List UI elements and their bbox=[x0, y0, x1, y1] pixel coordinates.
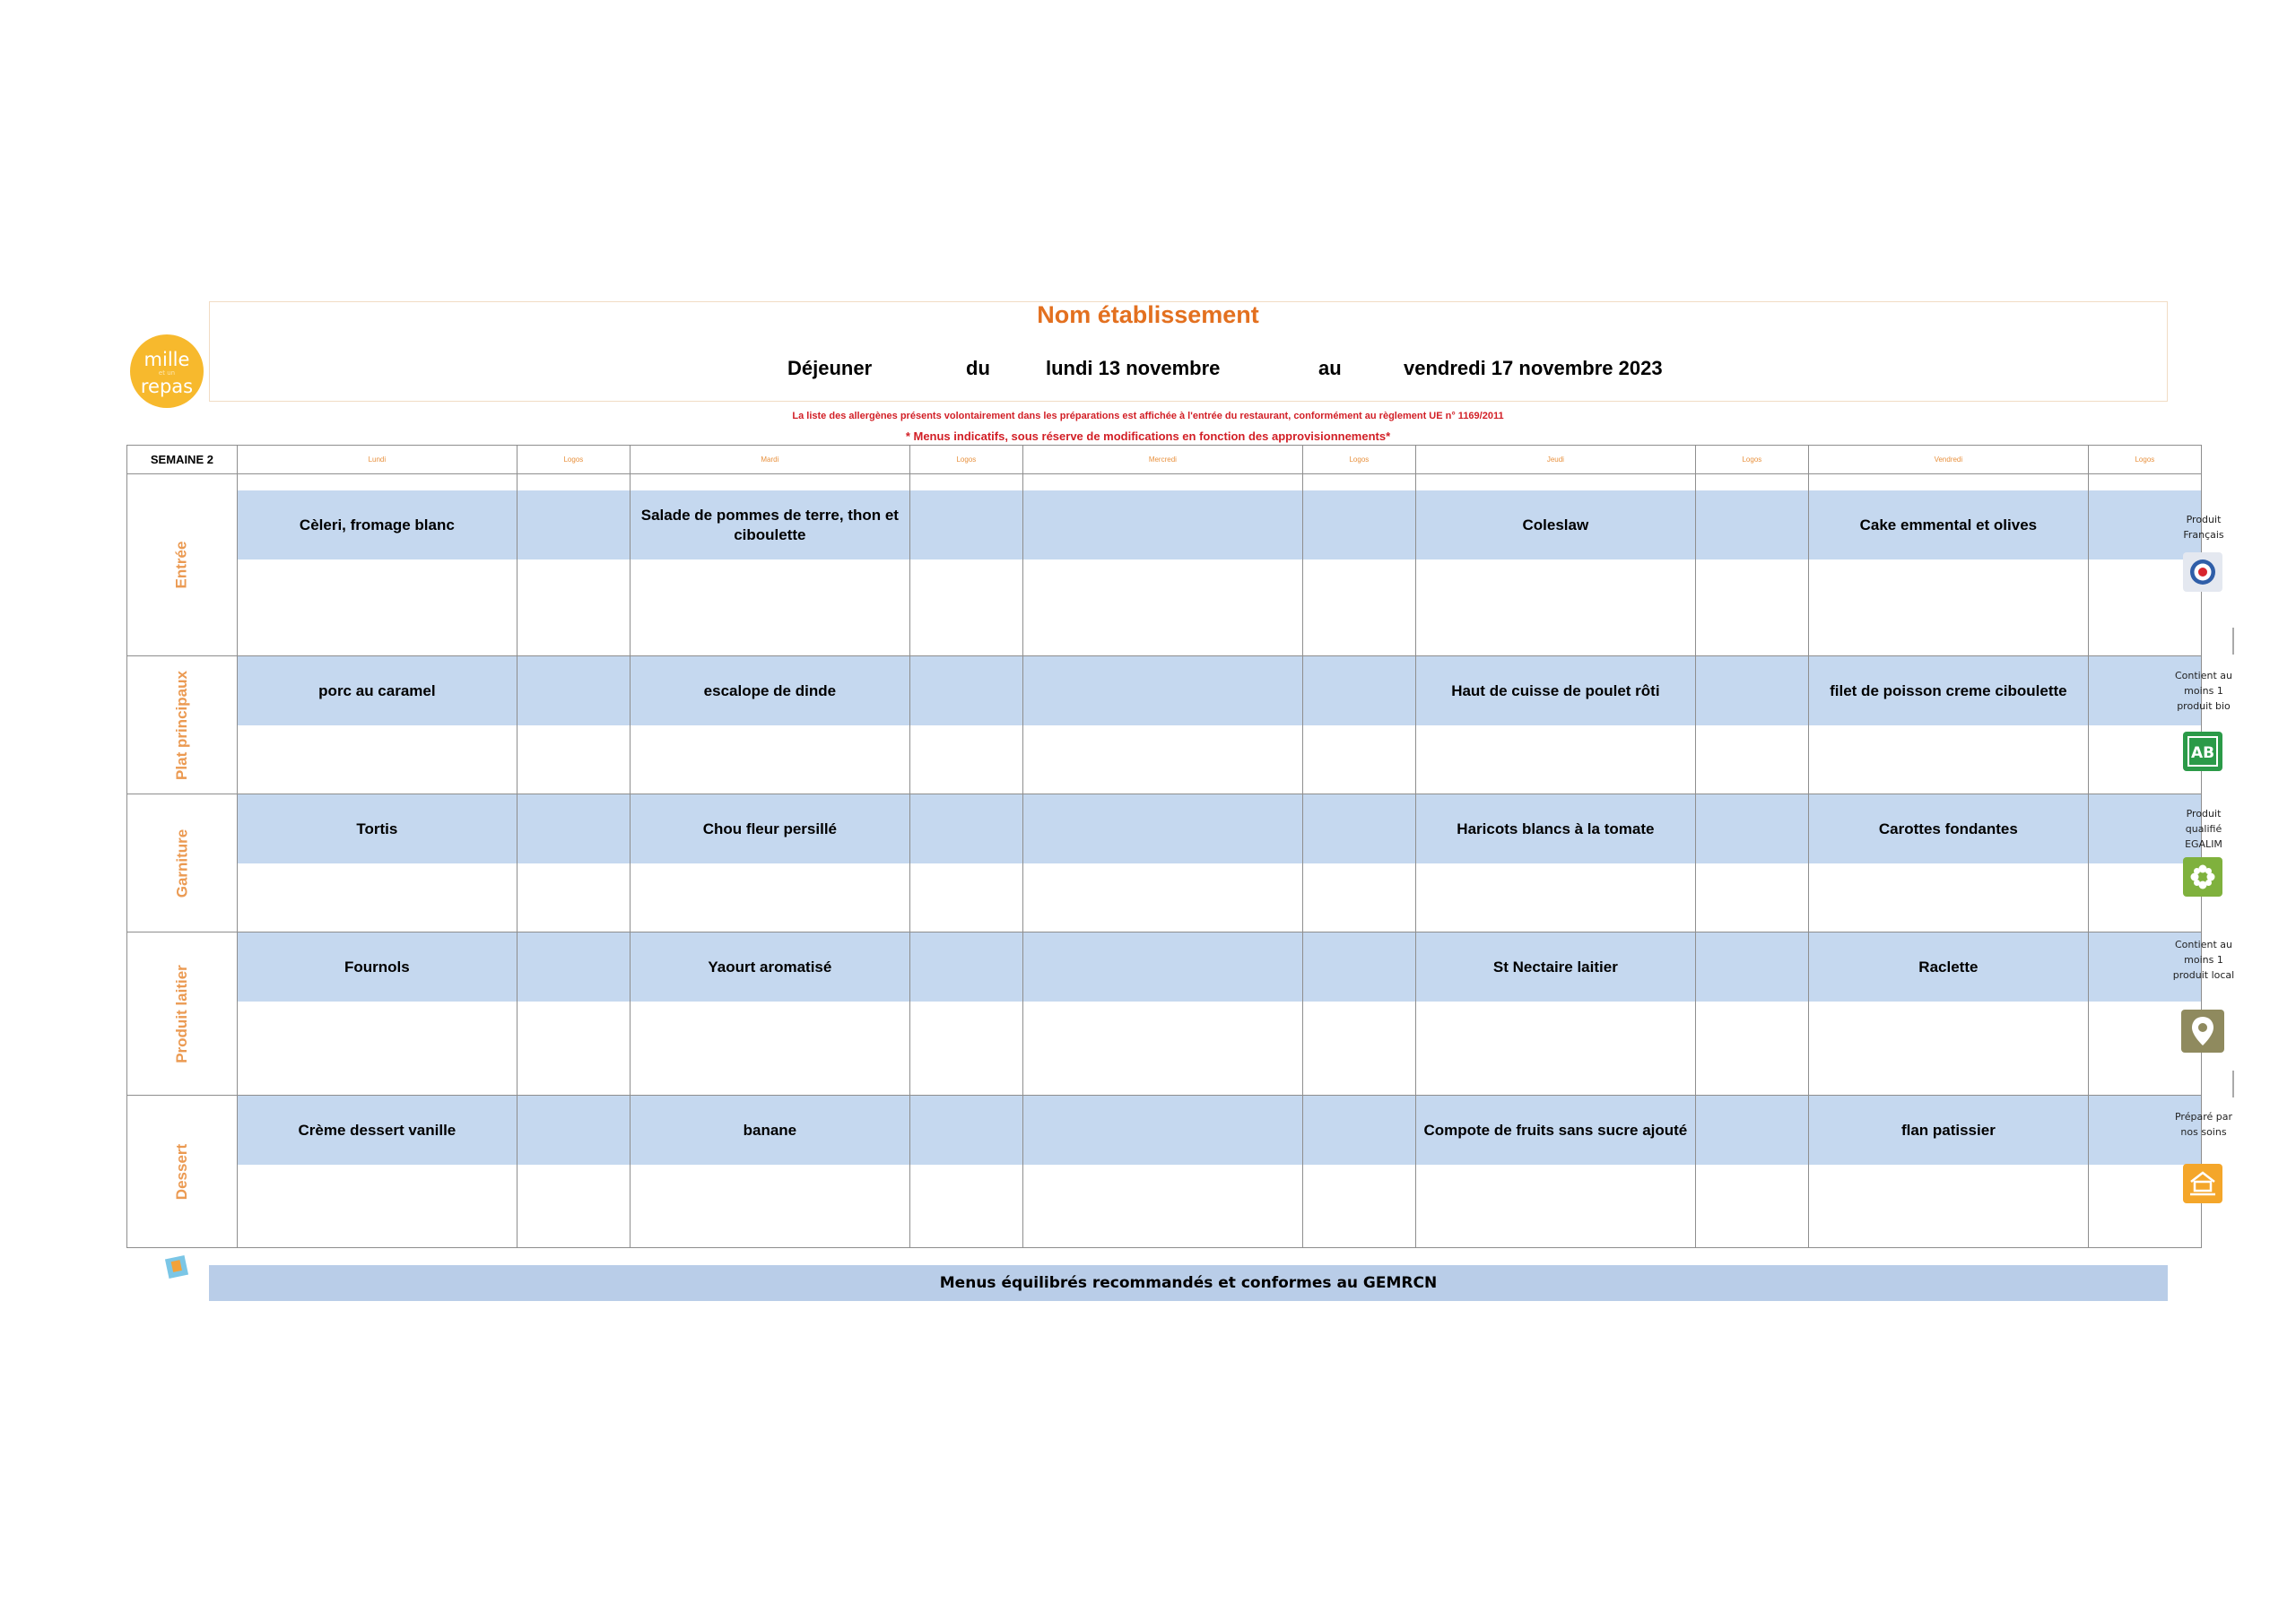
dish-cell bbox=[237, 474, 517, 656]
dish-cell bbox=[1415, 794, 1695, 932]
dish-vendredi: flan patissier bbox=[1809, 1096, 2088, 1165]
divider bbox=[2232, 628, 2234, 655]
logo-band bbox=[910, 656, 1022, 725]
egalim-flower-icon bbox=[2183, 857, 2222, 897]
logo-band bbox=[1696, 794, 1808, 863]
dish-cell bbox=[237, 794, 517, 932]
dish-vendredi: filet de poisson creme ciboulette bbox=[1809, 656, 2088, 725]
logo-band bbox=[517, 794, 630, 863]
dish-cell bbox=[1022, 474, 1302, 656]
logo-cell bbox=[1302, 474, 1415, 656]
dish-jeudi: St Nectaire laitier bbox=[1416, 932, 1695, 1002]
au-label: au bbox=[1318, 357, 1342, 379]
logo-band bbox=[1696, 1096, 1808, 1165]
logo-band bbox=[910, 932, 1022, 1002]
dish-cell bbox=[1808, 1096, 2088, 1248]
dish-jeudi: Haricots blancs à la tomate bbox=[1416, 794, 1695, 863]
logo-band bbox=[1303, 490, 1415, 559]
col-logos: Logos bbox=[1302, 446, 1415, 474]
logo-cell bbox=[909, 474, 1022, 656]
category-cell bbox=[127, 932, 238, 1096]
logo-cell bbox=[909, 1096, 1022, 1248]
dish-vendredi: Carottes fondantes bbox=[1809, 794, 2088, 863]
french-roundel-icon bbox=[2183, 552, 2222, 592]
legend-label-homemade: Préparé par nos soins bbox=[2174, 1111, 2232, 1138]
col-lundi: Lundi bbox=[237, 446, 517, 474]
menu-table bbox=[126, 445, 2202, 1248]
col-vendredi: Vendredi bbox=[1808, 446, 2088, 474]
logo-band bbox=[1303, 1096, 1415, 1165]
dish-mardi: escalope de dinde bbox=[631, 656, 909, 725]
dish-cell bbox=[1808, 474, 2088, 656]
category-cell bbox=[127, 474, 238, 656]
dish-mardi: banane bbox=[631, 1096, 909, 1165]
dish-mercredi bbox=[1023, 656, 1302, 725]
dish-cell bbox=[237, 656, 517, 794]
logo-cell bbox=[517, 932, 630, 1096]
dish-cell bbox=[237, 932, 517, 1096]
logo-band bbox=[1303, 656, 1415, 725]
category-label: Plat principaux bbox=[172, 670, 190, 780]
col-mardi: Mardi bbox=[630, 446, 909, 474]
dish-lundi: Crème dessert vanille bbox=[238, 1096, 517, 1165]
logo-band bbox=[517, 932, 630, 1002]
dish-jeudi: Haut de cuisse de poulet rôti bbox=[1416, 656, 1695, 725]
category-cell bbox=[127, 794, 238, 932]
dish-lundi: porc au caramel bbox=[238, 656, 517, 725]
week-label: SEMAINE 2 bbox=[127, 446, 238, 474]
logo-band bbox=[1303, 932, 1415, 1002]
category-cell bbox=[127, 1096, 238, 1248]
dish-mercredi bbox=[1023, 794, 1302, 863]
mille-et-un-repas-logo: mille et un repas bbox=[130, 334, 204, 408]
logo-cell bbox=[909, 932, 1022, 1096]
dish-cell bbox=[630, 1096, 909, 1248]
organic-ab-icon bbox=[2183, 732, 2222, 771]
logo-band bbox=[517, 490, 630, 559]
du-label: du bbox=[966, 357, 990, 379]
legend-label-local: Contient au moins 1 produit local bbox=[2172, 939, 2235, 981]
dish-mardi: Salade de pommes de terre, thon et ciboulette bbox=[631, 490, 909, 559]
dish-lundi: Cèleri, fromage blanc bbox=[238, 490, 517, 559]
dish-cell bbox=[1808, 794, 2088, 932]
category-label: Produit laitier bbox=[172, 964, 190, 1063]
col-logos: Logos bbox=[1695, 446, 1808, 474]
dish-cell bbox=[237, 1096, 517, 1248]
table-row-garniture bbox=[127, 794, 2202, 932]
category-cell bbox=[127, 656, 238, 794]
dish-mercredi bbox=[1023, 932, 1302, 1002]
logo-cell bbox=[1302, 1096, 1415, 1248]
logo-cell bbox=[1695, 474, 1808, 656]
table-row-entree bbox=[127, 474, 2202, 656]
divider bbox=[2232, 1071, 2234, 1097]
col-logos: Logos bbox=[517, 446, 630, 474]
dish-mardi: Yaourt aromatisé bbox=[631, 932, 909, 1002]
dish-vendredi: Cake emmental et olives bbox=[1809, 490, 2088, 559]
dish-mardi: Chou fleur persillé bbox=[631, 794, 909, 863]
dish-vendredi: Raclette bbox=[1809, 932, 2088, 1002]
dish-cell bbox=[1808, 656, 2088, 794]
category-label: Entrée bbox=[172, 541, 190, 589]
svg-text:AB: AB bbox=[2190, 744, 2215, 762]
logo-band bbox=[910, 1096, 1022, 1165]
col-mercredi: Mercredi bbox=[1022, 446, 1302, 474]
logo-band bbox=[1696, 932, 1808, 1002]
start-date: lundi 13 novembre bbox=[1046, 357, 1221, 379]
location-pin-icon bbox=[2181, 1010, 2224, 1053]
col-jeudi: Jeudi bbox=[1415, 446, 1695, 474]
indicative-note: * Menus indicatifs, sous réserve de modifications en fonction des approvisionnements* bbox=[905, 429, 1391, 443]
col-logos: Logos bbox=[2088, 446, 2201, 474]
legend-label-egalim: Produit qualifié EGALIM bbox=[2185, 808, 2222, 850]
dish-jeudi: Coleslaw bbox=[1416, 490, 1695, 559]
dish-cell bbox=[1415, 1096, 1695, 1248]
logo-cell bbox=[517, 794, 630, 932]
table-row-dessert bbox=[127, 1096, 2202, 1248]
dish-cell bbox=[630, 932, 909, 1096]
category-label: Garniture bbox=[172, 828, 190, 898]
logo-cell bbox=[517, 474, 630, 656]
table-header-row bbox=[127, 446, 2202, 474]
dish-cell bbox=[1808, 932, 2088, 1096]
logo-cell bbox=[1302, 656, 1415, 794]
end-date: vendredi 17 novembre 2023 bbox=[1404, 357, 1663, 379]
dish-lundi: Fournols bbox=[238, 932, 517, 1002]
dish-cell bbox=[630, 656, 909, 794]
table-row-plat bbox=[127, 656, 2202, 794]
page-title: Nom établissement bbox=[1037, 301, 1259, 328]
logo-cell bbox=[1302, 932, 1415, 1096]
logo-cell bbox=[909, 794, 1022, 932]
logo-band bbox=[910, 794, 1022, 863]
meal-label: Déjeuner bbox=[787, 357, 873, 379]
logo-band bbox=[910, 490, 1022, 559]
logo-band bbox=[1303, 794, 1415, 863]
legend-label-french: Produit Français bbox=[2183, 514, 2224, 541]
logo-cell bbox=[1695, 932, 1808, 1096]
dish-cell bbox=[1022, 1096, 1302, 1248]
dish-cell bbox=[630, 474, 909, 656]
logo-cell bbox=[1695, 794, 1808, 932]
dish-cell bbox=[1415, 474, 1695, 656]
logo-band bbox=[1696, 656, 1808, 725]
logo-cell bbox=[517, 656, 630, 794]
table-row-produit-laitier bbox=[127, 932, 2202, 1096]
notepad-icon bbox=[165, 1255, 188, 1279]
dish-cell bbox=[1022, 656, 1302, 794]
logo-band bbox=[1696, 490, 1808, 559]
dish-cell bbox=[1022, 794, 1302, 932]
dish-cell bbox=[1022, 932, 1302, 1096]
logo-cell bbox=[1302, 794, 1415, 932]
dish-cell bbox=[1415, 656, 1695, 794]
logo-cell bbox=[909, 656, 1022, 794]
logo-cell bbox=[1695, 1096, 1808, 1248]
footer-band: Menus équilibrés recommandés et conformes au GEMRCN bbox=[209, 1265, 2168, 1301]
logo-cell bbox=[1695, 656, 1808, 794]
logo-cell bbox=[517, 1096, 630, 1248]
dish-cell bbox=[1415, 932, 1695, 1096]
legend-label-bio: Contient au moins 1 produit bio bbox=[2174, 670, 2232, 712]
col-logos: Logos bbox=[909, 446, 1022, 474]
allergen-note: La liste des allergènes présents volontairement dans les préparations est affichée à l'entrée du restaurant, conformément au règlement UE n° 1169/2011 bbox=[792, 411, 1504, 421]
dish-cell bbox=[630, 794, 909, 932]
category-label: Dessert bbox=[172, 1143, 190, 1200]
dish-lundi: Tortis bbox=[238, 794, 517, 863]
logo-band bbox=[517, 1096, 630, 1165]
logo-band bbox=[517, 656, 630, 725]
homemade-house-icon bbox=[2183, 1164, 2222, 1203]
dish-jeudi: Compote de fruits sans sucre ajouté bbox=[1416, 1096, 1695, 1165]
dish-mercredi bbox=[1023, 490, 1302, 559]
dish-mercredi bbox=[1023, 1096, 1302, 1165]
